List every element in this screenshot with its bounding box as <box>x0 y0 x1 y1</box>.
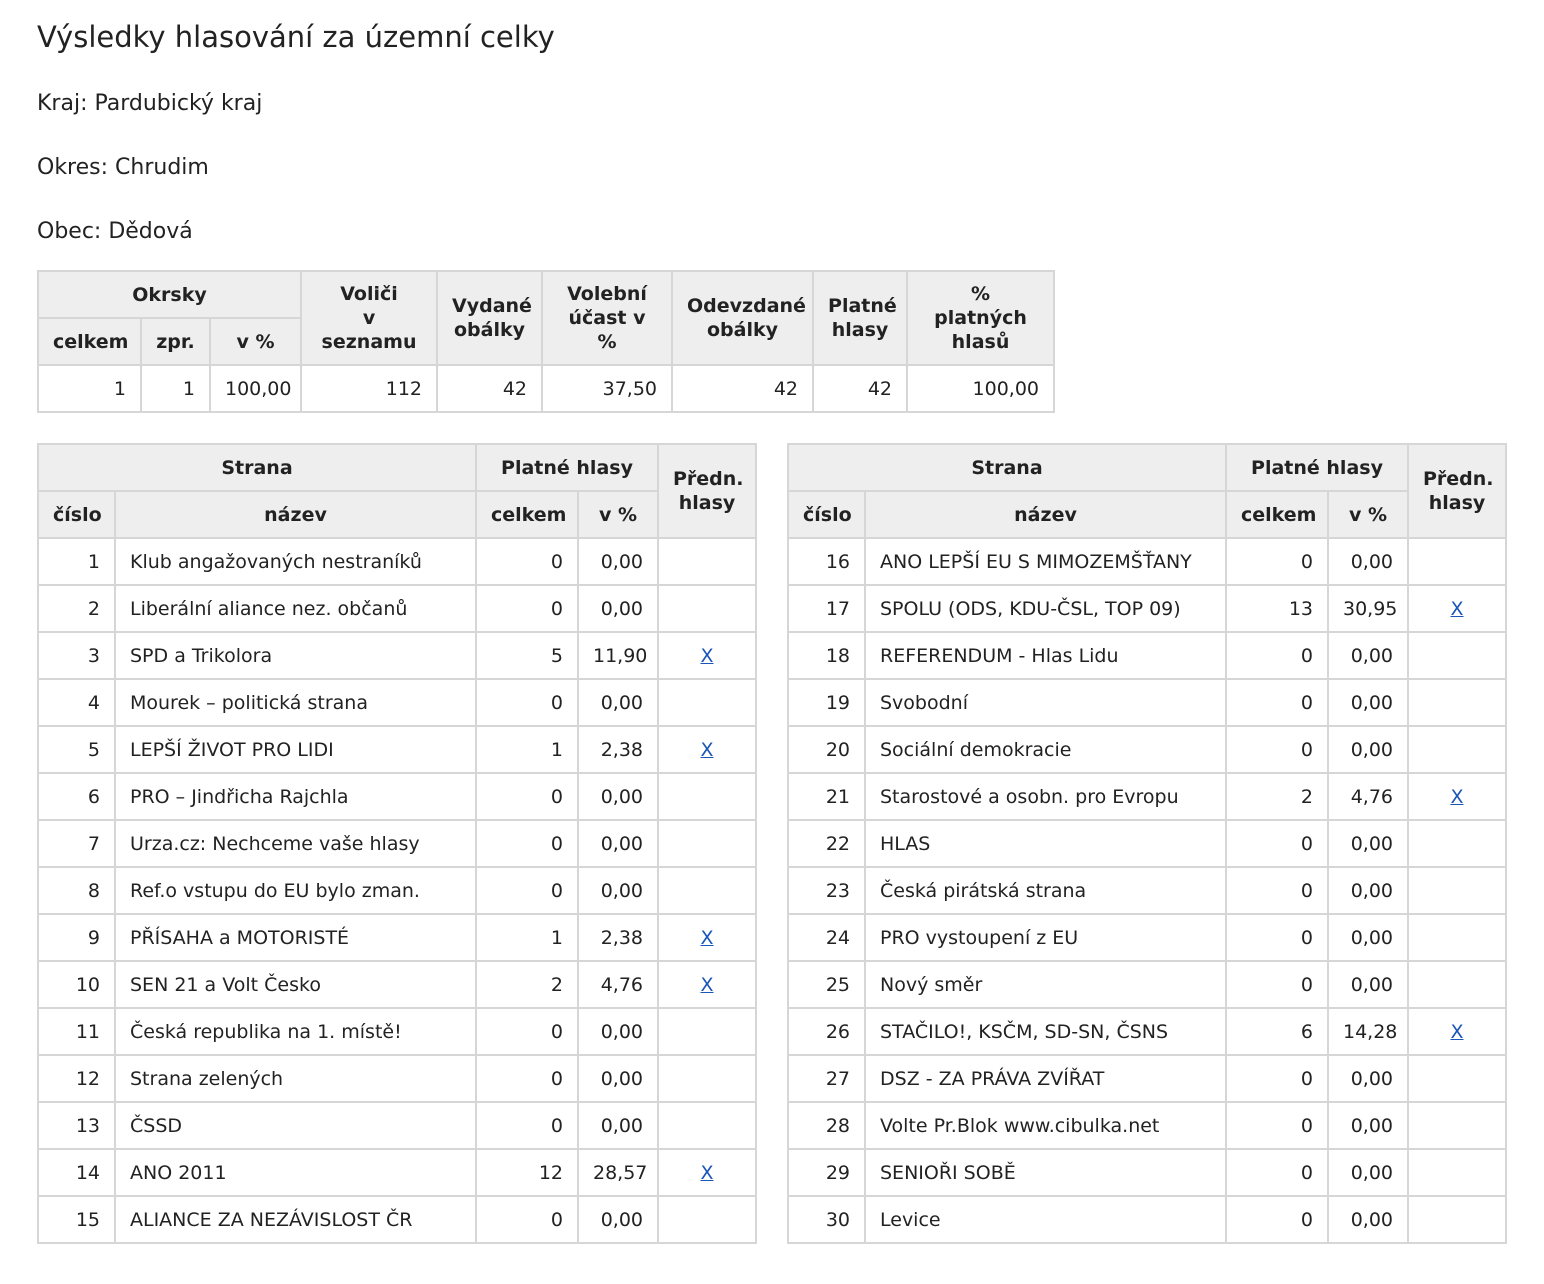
header-predn-line2: hlasy <box>1428 492 1486 514</box>
preferential-votes-link[interactable]: X <box>700 926 714 949</box>
party-preferential-cell <box>658 632 756 679</box>
party-name: LEPŠÍ ŽIVOT PRO LIDI <box>115 726 476 773</box>
party-number: 3 <box>38 632 115 679</box>
party-number: 4 <box>38 679 115 726</box>
preferential-votes-link[interactable]: X <box>1450 785 1464 808</box>
party-votes-pct: 0,00 <box>1328 679 1408 726</box>
header-ucast <box>542 271 672 365</box>
party-votes-pct: 11,90 <box>578 632 658 679</box>
party-preferential-cell <box>1408 961 1506 1008</box>
header-vydane-line2: obálky <box>454 319 526 341</box>
party-preferential-cell <box>1408 726 1506 773</box>
party-row <box>38 632 756 679</box>
party-row <box>788 1149 1506 1196</box>
party-name: Liberální aliance nez. občanů <box>115 585 476 632</box>
party-votes-pct: 0,00 <box>1328 632 1408 679</box>
party-votes-pct: 0,00 <box>578 1055 658 1102</box>
header-vydane <box>437 271 542 365</box>
header-predn-line1: Předn. <box>673 468 744 490</box>
header-okrsky-zpr: zpr. <box>141 318 210 365</box>
party-number: 12 <box>38 1055 115 1102</box>
party-preferential-cell <box>658 820 756 867</box>
party-number: 21 <box>788 773 865 820</box>
preferential-votes-link[interactable]: X <box>700 738 714 761</box>
party-number: 10 <box>38 961 115 1008</box>
party-row <box>788 585 1506 632</box>
party-preferential-cell <box>1408 1149 1506 1196</box>
header-predn-line2: hlasy <box>678 492 736 514</box>
party-votes-total: 13 <box>1226 585 1328 632</box>
party-row <box>38 1055 756 1102</box>
party-votes-pct: 0,00 <box>578 585 658 632</box>
party-name: PŘÍSAHA a MOTORISTÉ <box>115 914 476 961</box>
header-platne-line2: hlasy <box>831 319 889 341</box>
party-row <box>38 726 756 773</box>
header-platne-hlasy: Platné hlasy <box>1226 444 1408 491</box>
party-votes-pct: 0,00 <box>1328 867 1408 914</box>
header-ucast-line2: účast v % <box>568 307 646 353</box>
party-row <box>38 585 756 632</box>
header-celkem: celkem <box>1226 491 1328 538</box>
party-row <box>38 1102 756 1149</box>
party-name: SENIOŘI SOBĚ <box>865 1149 1226 1196</box>
party-row <box>788 1102 1506 1149</box>
header-pct-platnych <box>907 271 1054 365</box>
party-row <box>38 773 756 820</box>
party-row <box>38 961 756 1008</box>
party-name: SPOLU (ODS, KDU-ČSL, TOP 09) <box>865 585 1226 632</box>
party-row <box>38 538 756 585</box>
party-number: 9 <box>38 914 115 961</box>
party-name: Nový směr <box>865 961 1226 1008</box>
party-votes-total: 5 <box>476 632 578 679</box>
header-nazev: název <box>865 491 1226 538</box>
party-row <box>788 679 1506 726</box>
party-number: 15 <box>38 1196 115 1243</box>
party-name: ČSSD <box>115 1102 476 1149</box>
party-name: Levice <box>865 1196 1226 1243</box>
party-votes-pct: 14,28 <box>1328 1008 1408 1055</box>
party-name: ANO LEPŠÍ EU S MIMOZEMŠŤANY <box>865 538 1226 585</box>
header-volici <box>301 271 437 365</box>
party-name: Ref.o vstupu do EU bylo zman. <box>115 867 476 914</box>
header-volici-line2: v seznamu <box>321 307 417 353</box>
party-votes-pct: 4,76 <box>578 961 658 1008</box>
party-votes-pct: 0,00 <box>1328 538 1408 585</box>
party-votes-pct: 2,38 <box>578 726 658 773</box>
value-okrsky-pct: 100,00 <box>210 365 301 412</box>
party-votes-pct: 0,00 <box>1328 1055 1408 1102</box>
header-vydane-line1: Vydané <box>452 295 532 317</box>
party-preferential-cell <box>658 538 756 585</box>
preferential-votes-link[interactable]: X <box>1450 1020 1464 1043</box>
party-name: REFERENDUM - Hlas Lidu <box>865 632 1226 679</box>
page-title: Výsledky hlasování za územní celky <box>37 20 555 54</box>
party-number: 23 <box>788 867 865 914</box>
header-v-pct: v % <box>1328 491 1408 538</box>
party-name: Volte Pr.Blok www.cibulka.net <box>865 1102 1226 1149</box>
party-votes-pct: 28,57 <box>578 1149 658 1196</box>
party-votes-pct: 0,00 <box>578 820 658 867</box>
party-votes-pct: 0,00 <box>578 1102 658 1149</box>
header-predn-hlasy <box>658 444 756 538</box>
party-preferential-cell <box>658 679 756 726</box>
summary-row <box>38 365 1054 412</box>
party-row <box>788 961 1506 1008</box>
party-number: 2 <box>38 585 115 632</box>
party-votes-pct: 0,00 <box>1328 726 1408 773</box>
party-row <box>788 1055 1506 1102</box>
party-preferential-cell <box>1408 1008 1506 1055</box>
party-row <box>788 820 1506 867</box>
party-name: SPD a Trikolora <box>115 632 476 679</box>
party-votes-total: 0 <box>476 820 578 867</box>
party-votes-total: 0 <box>476 679 578 726</box>
party-name: Starostové a osobn. pro Evropu <box>865 773 1226 820</box>
parties-table-right <box>787 443 1507 1244</box>
header-odevzdane <box>672 271 813 365</box>
header-v-pct: v % <box>578 491 658 538</box>
preferential-votes-link[interactable]: X <box>700 1161 714 1184</box>
summary-table <box>37 270 1055 413</box>
header-cislo: číslo <box>788 491 865 538</box>
party-number: 20 <box>788 726 865 773</box>
party-votes-total: 0 <box>1226 1055 1328 1102</box>
party-number: 5 <box>38 726 115 773</box>
party-votes-total: 0 <box>1226 679 1328 726</box>
value-pct-platnych: 100,00 <box>907 365 1054 412</box>
region-kraj: Kraj: Pardubický kraj <box>37 91 263 116</box>
header-okrsky: Okrsky <box>38 271 301 318</box>
party-votes-pct: 0,00 <box>578 773 658 820</box>
header-nazev: název <box>115 491 476 538</box>
party-votes-pct: 0,00 <box>1328 961 1408 1008</box>
party-number: 27 <box>788 1055 865 1102</box>
party-votes-total: 2 <box>476 961 578 1008</box>
party-number: 17 <box>788 585 865 632</box>
party-number: 25 <box>788 961 865 1008</box>
value-ucast: 37,50 <box>542 365 672 412</box>
party-votes-total: 0 <box>476 585 578 632</box>
party-number: 30 <box>788 1196 865 1243</box>
party-votes-total: 0 <box>476 1102 578 1149</box>
header-pct-platnych-line2: hlasů <box>951 331 1010 353</box>
party-number: 14 <box>38 1149 115 1196</box>
party-votes-pct: 2,38 <box>578 914 658 961</box>
party-name: PRO – Jindřicha Rajchla <box>115 773 476 820</box>
header-platne <box>813 271 907 365</box>
party-row <box>38 1196 756 1243</box>
header-celkem: celkem <box>476 491 578 538</box>
header-okrsky-pct: v % <box>210 318 301 365</box>
party-number: 19 <box>788 679 865 726</box>
party-name: Klub angažovaných nestraníků <box>115 538 476 585</box>
party-votes-total: 0 <box>476 538 578 585</box>
party-number: 24 <box>788 914 865 961</box>
preferential-votes-link[interactable]: X <box>1450 597 1464 620</box>
party-row <box>38 820 756 867</box>
party-preferential-cell <box>658 1102 756 1149</box>
party-name: Mourek – politická strana <box>115 679 476 726</box>
value-volici: 112 <box>301 365 437 412</box>
party-votes-pct: 0,00 <box>1328 914 1408 961</box>
party-preferential-cell <box>1408 914 1506 961</box>
party-name: Strana zelených <box>115 1055 476 1102</box>
party-votes-total: 2 <box>1226 773 1328 820</box>
party-votes-pct: 0,00 <box>578 867 658 914</box>
party-preferential-cell <box>1408 1196 1506 1243</box>
party-number: 6 <box>38 773 115 820</box>
party-votes-total: 0 <box>1226 914 1328 961</box>
party-row <box>788 1196 1506 1243</box>
party-name: Česká republika na 1. místě! <box>115 1008 476 1055</box>
party-row <box>788 726 1506 773</box>
party-name: ALIANCE ZA NEZÁVISLOST ČR <box>115 1196 476 1243</box>
party-votes-total: 0 <box>1226 867 1328 914</box>
party-name: ANO 2011 <box>115 1149 476 1196</box>
party-preferential-cell <box>658 1196 756 1243</box>
party-preferential-cell <box>658 585 756 632</box>
party-votes-total: 0 <box>476 1055 578 1102</box>
party-votes-pct: 0,00 <box>1328 1149 1408 1196</box>
party-name: SEN 21 a Volt Česko <box>115 961 476 1008</box>
party-preferential-cell <box>1408 538 1506 585</box>
header-odevzdane-line1: Odevzdané <box>687 295 806 317</box>
value-platne: 42 <box>813 365 907 412</box>
party-votes-total: 0 <box>476 1196 578 1243</box>
party-votes-pct: 0,00 <box>1328 1196 1408 1243</box>
value-okrsky-celkem: 1 <box>38 365 141 412</box>
party-votes-pct: 0,00 <box>578 538 658 585</box>
party-preferential-cell <box>1408 1055 1506 1102</box>
region-okres: Okres: Chrudim <box>37 155 209 180</box>
party-preferential-cell <box>658 1055 756 1102</box>
party-votes-pct: 0,00 <box>1328 1102 1408 1149</box>
value-odevzdane: 42 <box>672 365 813 412</box>
party-row <box>788 538 1506 585</box>
party-number: 26 <box>788 1008 865 1055</box>
party-row <box>38 679 756 726</box>
header-predn-hlasy <box>1408 444 1506 538</box>
party-row <box>788 867 1506 914</box>
value-vydane: 42 <box>437 365 542 412</box>
party-votes-total: 0 <box>476 1008 578 1055</box>
party-votes-total: 0 <box>1226 538 1328 585</box>
party-number: 1 <box>38 538 115 585</box>
party-votes-pct: 0,00 <box>1328 820 1408 867</box>
party-votes-total: 6 <box>1226 1008 1328 1055</box>
party-number: 16 <box>788 538 865 585</box>
party-number: 11 <box>38 1008 115 1055</box>
party-votes-total: 0 <box>476 867 578 914</box>
header-strana: Strana <box>788 444 1226 491</box>
header-platne-hlasy: Platné hlasy <box>476 444 658 491</box>
party-name: HLAS <box>865 820 1226 867</box>
header-okrsky-celkem: celkem <box>38 318 141 365</box>
party-name: Sociální demokracie <box>865 726 1226 773</box>
party-number: 29 <box>788 1149 865 1196</box>
party-votes-total: 12 <box>476 1149 578 1196</box>
party-votes-total: 0 <box>1226 726 1328 773</box>
party-preferential-cell <box>1408 820 1506 867</box>
party-preferential-cell <box>1408 1102 1506 1149</box>
party-name: STAČILO!, KSČM, SD-SN, ČSNS <box>865 1008 1226 1055</box>
party-row <box>38 1149 756 1196</box>
party-preferential-cell <box>1408 632 1506 679</box>
party-votes-total: 1 <box>476 726 578 773</box>
value-okrsky-zpr: 1 <box>141 365 210 412</box>
party-preferential-cell <box>658 914 756 961</box>
party-preferential-cell <box>658 961 756 1008</box>
party-preferential-cell <box>658 1008 756 1055</box>
header-volici-line1: Voliči <box>340 283 398 305</box>
party-votes-pct: 4,76 <box>1328 773 1408 820</box>
header-strana: Strana <box>38 444 476 491</box>
party-preferential-cell <box>658 773 756 820</box>
party-row <box>38 914 756 961</box>
party-row <box>788 914 1506 961</box>
preferential-votes-link[interactable]: X <box>700 973 714 996</box>
party-number: 7 <box>38 820 115 867</box>
party-row <box>38 867 756 914</box>
party-votes-pct: 0,00 <box>578 679 658 726</box>
preferential-votes-link[interactable]: X <box>700 644 714 667</box>
party-number: 18 <box>788 632 865 679</box>
party-votes-total: 0 <box>476 773 578 820</box>
party-name: Urza.cz: Nechceme vaše hlasy <box>115 820 476 867</box>
party-name: PRO vystoupení z EU <box>865 914 1226 961</box>
header-cislo: číslo <box>38 491 115 538</box>
party-preferential-cell <box>1408 679 1506 726</box>
party-name: DSZ - ZA PRÁVA ZVÍŘAT <box>865 1055 1226 1102</box>
party-votes-pct: 0,00 <box>578 1196 658 1243</box>
party-number: 8 <box>38 867 115 914</box>
party-preferential-cell <box>658 867 756 914</box>
header-platne-line1: Platné <box>828 295 897 317</box>
party-votes-total: 0 <box>1226 1149 1328 1196</box>
party-votes-pct: 30,95 <box>1328 585 1408 632</box>
party-row <box>788 773 1506 820</box>
header-odevzdane-line2: obálky <box>707 319 779 341</box>
party-number: 28 <box>788 1102 865 1149</box>
party-name: Svobodní <box>865 679 1226 726</box>
party-number: 13 <box>38 1102 115 1149</box>
region-obec: Obec: Dědová <box>37 219 193 244</box>
party-votes-pct: 0,00 <box>578 1008 658 1055</box>
party-votes-total: 0 <box>1226 632 1328 679</box>
header-pct-platnych-line1: % platných <box>934 283 1027 329</box>
party-row <box>788 1008 1506 1055</box>
party-votes-total: 0 <box>1226 1196 1328 1243</box>
party-row <box>38 1008 756 1055</box>
header-predn-line1: Předn. <box>1423 468 1494 490</box>
party-row <box>788 632 1506 679</box>
header-ucast-line1: Volební <box>567 283 647 305</box>
party-preferential-cell <box>658 1149 756 1196</box>
party-name: Česká pirátská strana <box>865 867 1226 914</box>
party-preferential-cell <box>1408 773 1506 820</box>
party-votes-total: 0 <box>1226 820 1328 867</box>
party-votes-total: 0 <box>1226 1102 1328 1149</box>
party-preferential-cell <box>658 726 756 773</box>
party-preferential-cell <box>1408 585 1506 632</box>
party-votes-total: 0 <box>1226 961 1328 1008</box>
parties-table-left <box>37 443 757 1244</box>
party-number: 22 <box>788 820 865 867</box>
party-preferential-cell <box>1408 867 1506 914</box>
party-votes-total: 1 <box>476 914 578 961</box>
